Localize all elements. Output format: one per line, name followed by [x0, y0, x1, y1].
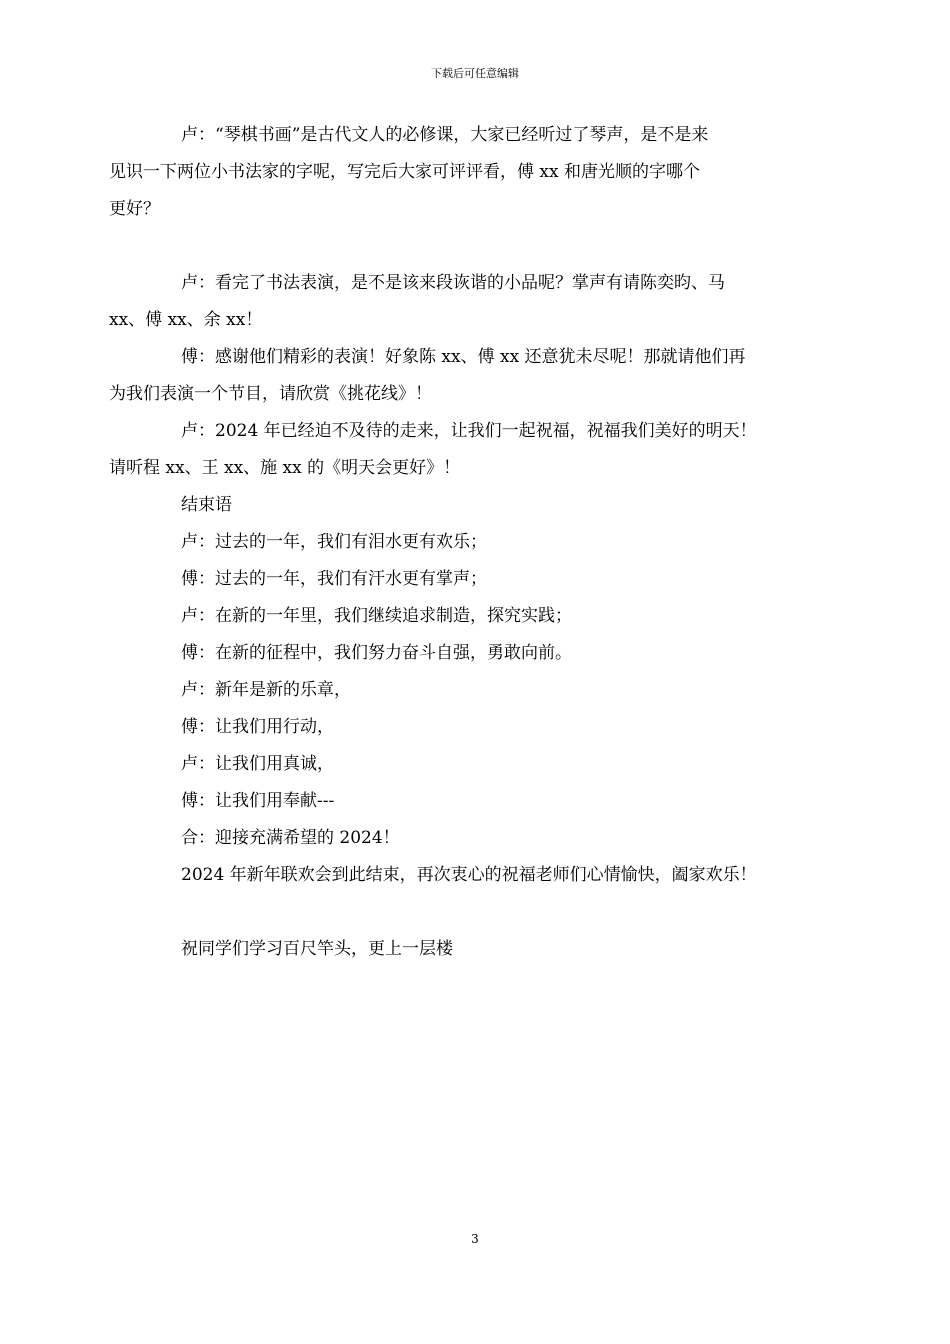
text-line: 卢：看完了书法表演，是不是该来段诙谐的小品呢？掌声有请陈奕昀、马 [181, 273, 725, 293]
text-line: 卢：“琴棋书画”是古代文人的必修课，大家已经听过了琴声，是不是来 [181, 125, 709, 145]
blank-line [145, 894, 825, 931]
closing-wish: 祝同学们学习百尺竿头，更上一层楼 [181, 939, 453, 959]
closing-line: 合：迎接充满希望的 2024！ [181, 828, 400, 848]
paragraph-song-intro [109, 413, 825, 487]
text-line: 请听程 xx、王 xx、施 xx 的《明天会更好》！ [109, 458, 461, 478]
text-line: 为我们表演一个节目，请欣赏《挑花线》！ [109, 384, 432, 404]
text-line: 傅：感谢他们精彩的表演！好象陈 xx、傅 xx 还意犹未尽呢！那就请他们再 [181, 347, 746, 367]
closing-line: 卢：新年是新的乐章， [181, 680, 351, 700]
closing-heading: 结束语 [181, 495, 232, 515]
paragraph-calligraphy-intro [109, 117, 825, 228]
paragraph-thanks [109, 339, 825, 413]
text-line: 卢：2024 年已经迫不及待的走来，让我们一起祝福，祝福我们美好的明天！ [181, 421, 757, 441]
closing-line: 傅：让我们用行动， [181, 717, 334, 737]
blank-line [145, 228, 825, 265]
paragraph-skit-intro [109, 265, 825, 339]
text-line: 见识一下两位小书法家的字呢，写完后大家可评评看，傅 xx 和唐光顺的字哪个 [109, 162, 700, 182]
closing-line: 傅：过去的一年，我们有汗水更有掌声； [181, 569, 487, 589]
page-header: 下载后可任意编辑 [431, 67, 519, 80]
closing-line: 傅：在新的征程中，我们努力奋斗自强，勇敢向前。 [181, 643, 572, 663]
closing-line: 卢：让我们用真诚， [181, 754, 334, 774]
closing-announcement: 2024 年新年联欢会到此结束，再次衷心的祝福老师们心情愉快，阖家欢乐！ [181, 865, 757, 885]
closing-line: 卢：在新的一年里，我们继续追求制造，探究实践； [181, 606, 572, 626]
text-line: xx、傅 xx、余 xx！ [109, 310, 263, 330]
page-number: 3 [471, 1232, 479, 1246]
closing-line: 傅：让我们用奉献--- [181, 791, 335, 811]
text-line: 更好？ [109, 199, 160, 219]
closing-line: 卢：过去的一年，我们有泪水更有欢乐； [181, 532, 487, 552]
document-body [109, 117, 825, 968]
